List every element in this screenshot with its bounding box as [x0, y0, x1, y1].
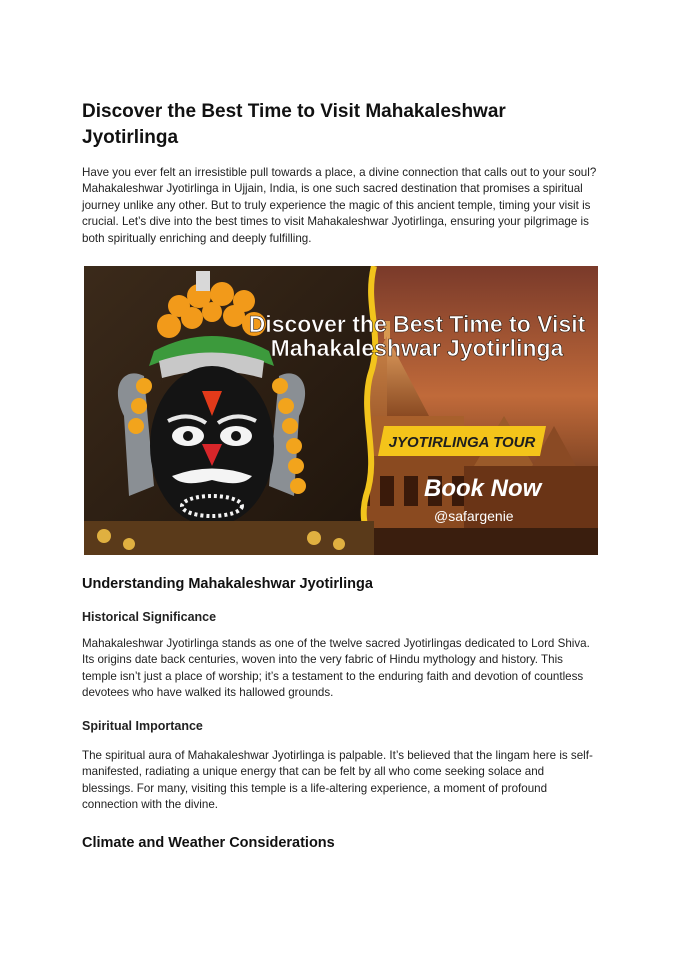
- banner-tag: JYOTIRLINGA TOUR: [388, 434, 536, 451]
- section-heading-climate: Climate and Weather Considerations: [82, 835, 335, 851]
- subheading-spiritual: Spiritual Importance: [82, 719, 203, 733]
- subheading-historical: Historical Significance: [82, 610, 217, 624]
- banner-image: [84, 266, 598, 555]
- section-heading-understanding: Understanding Mahakaleshwar Jyotirlinga: [82, 576, 373, 592]
- spiritual-paragraph: The spiritual aura of Mahakaleshwar Jyotirlinga is palpable. It’s believed that the lingam here is self-manifested, radiating a unique energy that can be felt by all who come seeking solace and blessings. For many, visiting this temple is a life-altering experience, a moment of profound connection with the divine.: [82, 749, 593, 812]
- banner-headline-line2: Mahakaleshwar Jyotirlinga: [270, 335, 564, 361]
- intro-paragraph: Have you ever felt an irresistible pull towards a place, a divine connection that calls out to your soul? Mahakaleshwar Jyotirlinga in Ujjain, India, is one such sacred destination that promises a spiritual journey unlike any other. But to truly experience the magic of this ancient temple, timing your visit is crucial. Let’s dive into the best times to visit Mahakaleshwar Jyotirlinga, ensuring your pilgrimage is both spiritually enriching and deeply fulfilling.: [82, 166, 597, 245]
- banner-headline-line1: Discover the Best Time to Visit: [248, 311, 586, 337]
- page-title: Discover the Best Time to Visit Mahakaleshwar Jyotirlinga: [82, 101, 506, 148]
- banner-handle: @safargenie: [434, 508, 514, 524]
- banner-book-now[interactable]: Book Now: [424, 475, 542, 502]
- historical-paragraph: Mahakaleshwar Jyotirlinga stands as one of the twelve sacred Jyotirlingas dedicated to Lord Shiva. Its origins date back centuries, woven into the very fabric of Hindu mythology and history. This temple isn’t just a place of worship; it’s a testament to the enduring faith and devotion of countless devotees who have walked its hallowed grounds.: [82, 637, 590, 700]
